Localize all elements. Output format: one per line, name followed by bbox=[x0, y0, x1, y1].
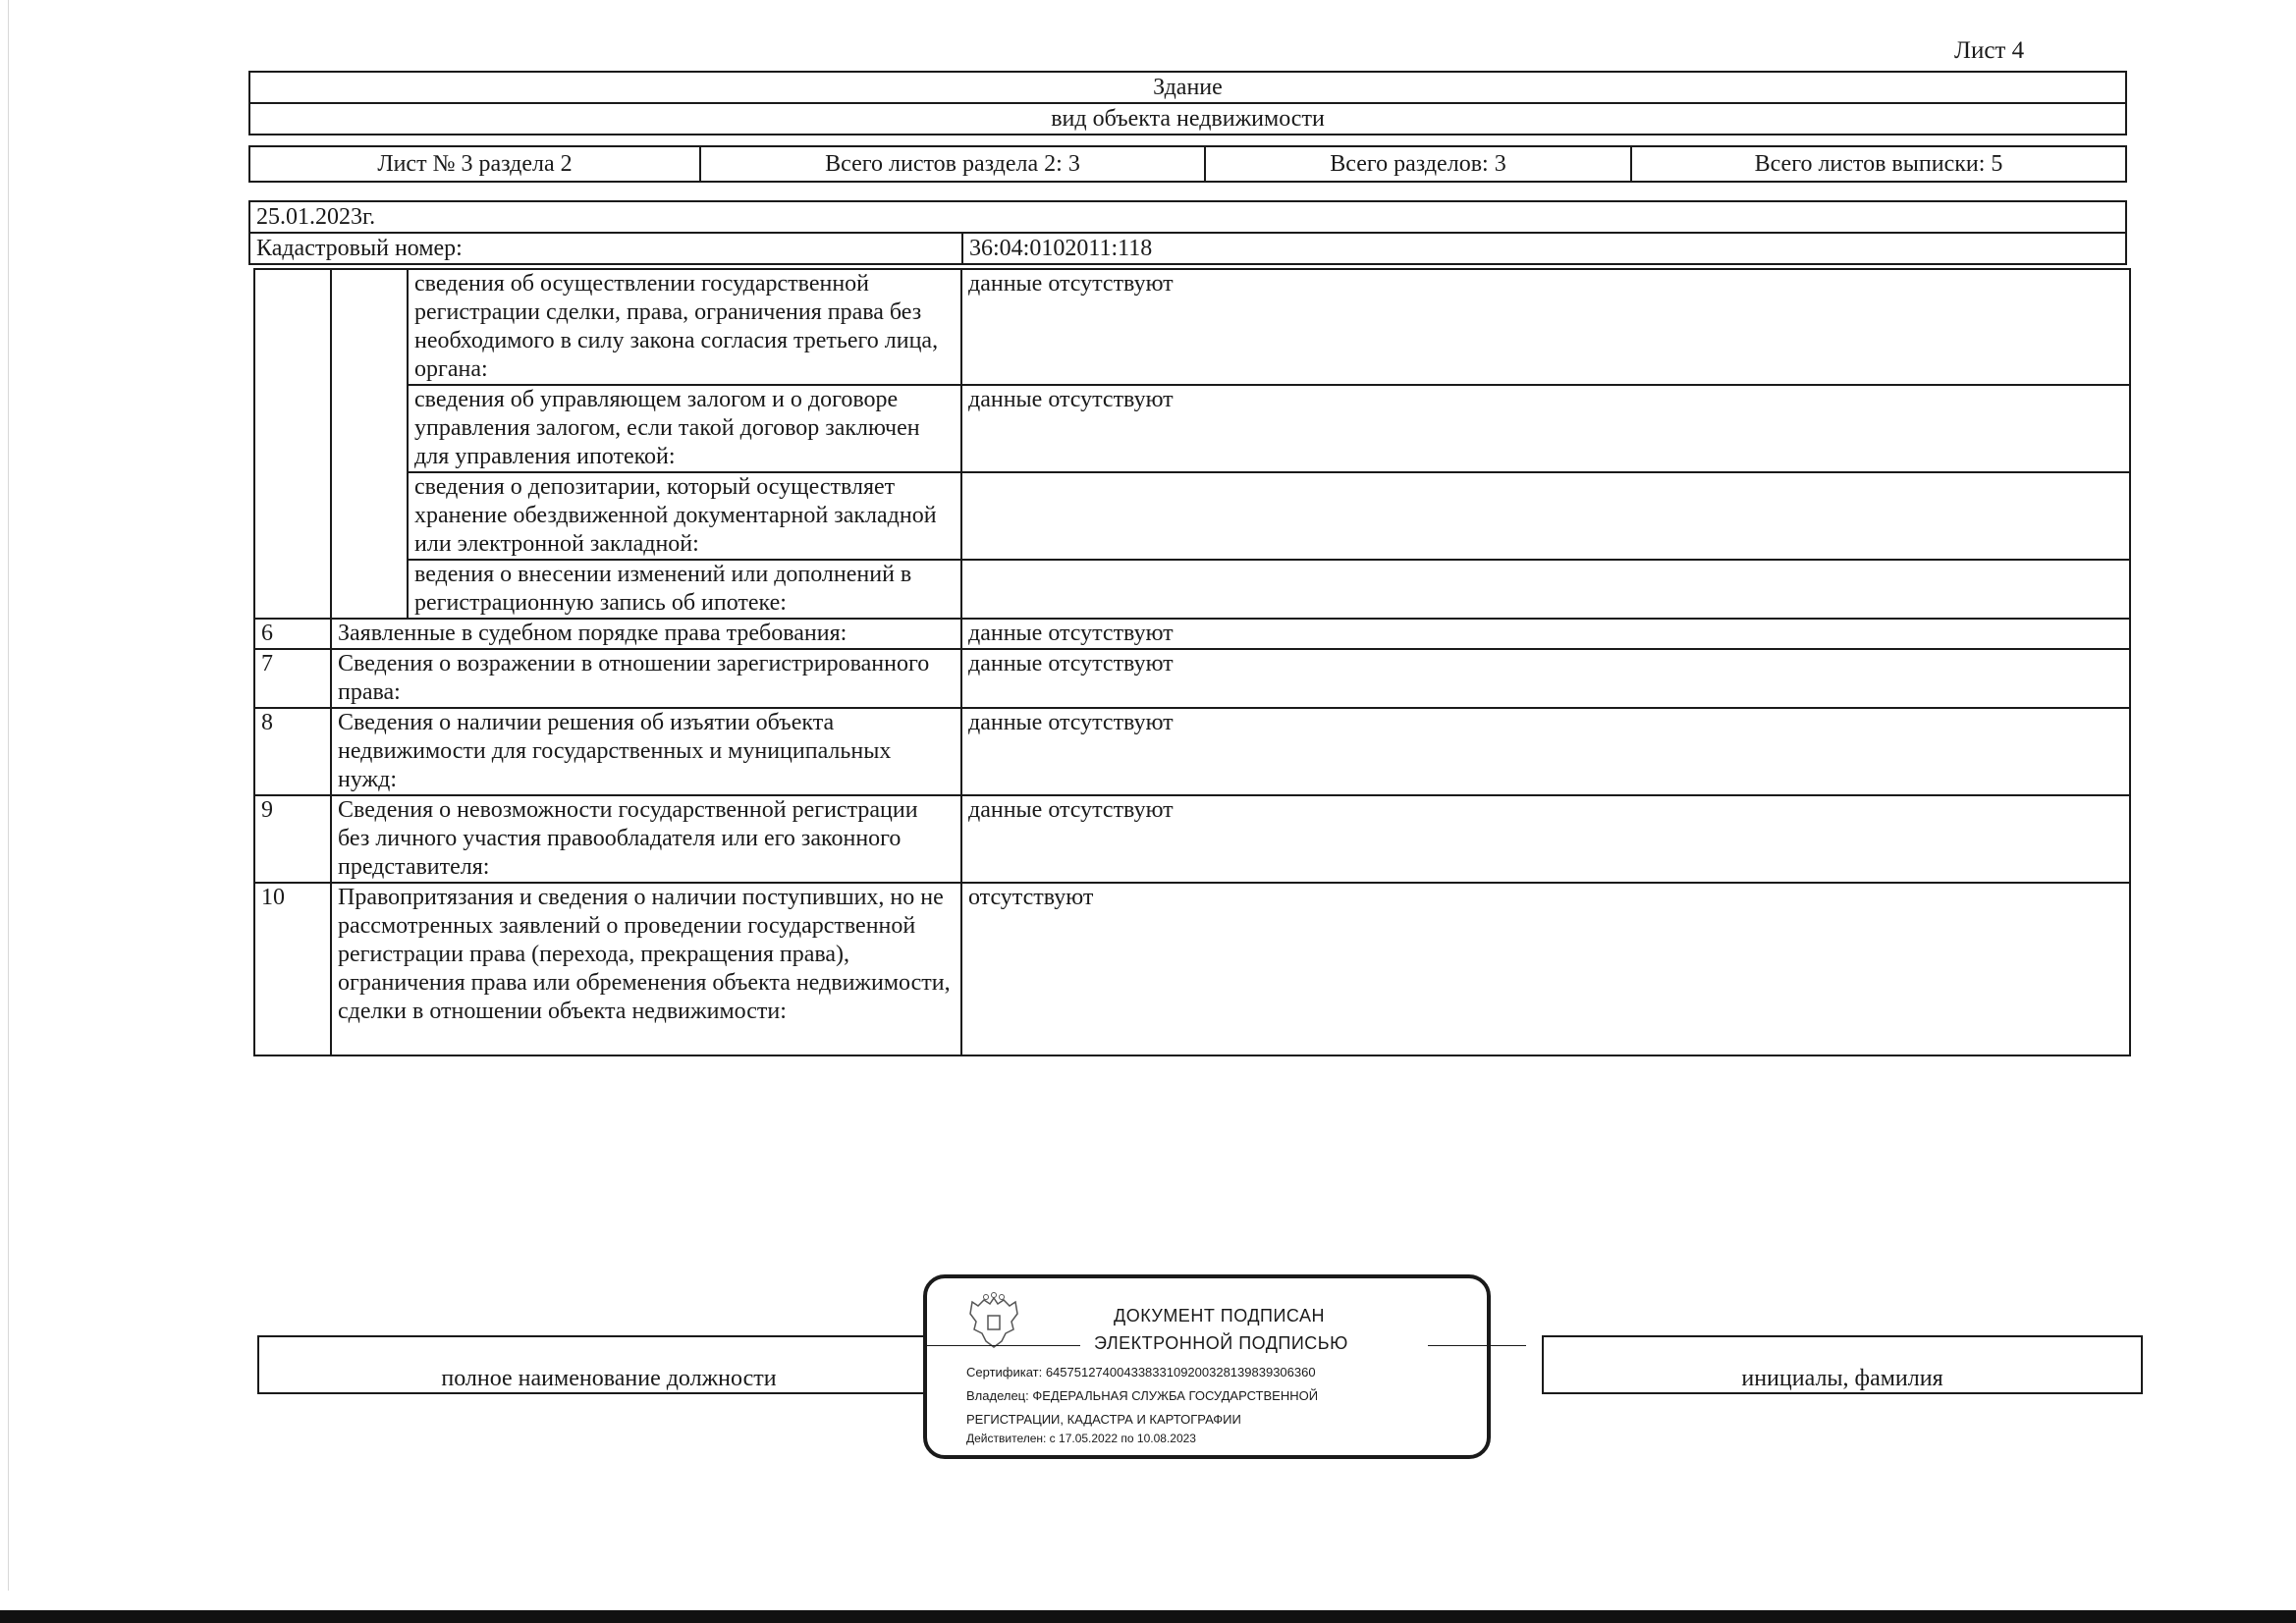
scan-edge-bottom bbox=[0, 1610, 2296, 1623]
row-value: данные отсутствуют bbox=[961, 795, 2130, 883]
row-number: 7 bbox=[254, 649, 331, 708]
e-signature-stamp bbox=[923, 1274, 1491, 1459]
row-value: данные отсутствуют bbox=[961, 649, 2130, 708]
extract-date: 25.01.2023г. bbox=[249, 201, 2126, 233]
subrow-value bbox=[961, 560, 2130, 619]
row-label: Сведения о возражении в отношении зарегистрированного права: bbox=[331, 649, 961, 708]
row-label: Заявленные в судебном порядке права требования: bbox=[331, 619, 961, 649]
sheet-counter-table bbox=[248, 145, 2127, 183]
object-type: Здание bbox=[249, 72, 2126, 103]
num-cell-empty bbox=[254, 269, 331, 619]
row-number: 6 bbox=[254, 619, 331, 649]
total-sheets-extract: Всего листов выписки: 5 bbox=[1631, 146, 2126, 182]
subrow-label: сведения об осуществлении государственной регистрации сделки, права, ограничения права без необходимого в силу закона согласия третьего лица, органа: bbox=[408, 269, 961, 385]
row-value: данные отсутствуют bbox=[961, 708, 2130, 795]
subrow-value: данные отсутствуют bbox=[961, 269, 2130, 385]
encumbrance-table-body bbox=[254, 269, 2130, 1055]
row-value: данные отсутствуют bbox=[961, 619, 2130, 649]
subrow-label: ведения о внесении изменений или дополнений в регистрационную запись об ипотеке: bbox=[408, 560, 961, 619]
row-label: Правопритязания и сведения о наличии поступивших, но не рассмотренных заявлений о проведении государственной регистрации права (перехода, прекращения права), ограничения права или обременения объекта недвижимости, сделки в отношении объекта недвижимости: bbox=[331, 883, 961, 1055]
object-type-table bbox=[248, 71, 2127, 135]
stamp-connector-line bbox=[1428, 1345, 1526, 1346]
cadastral-label: Кадастровый номер: bbox=[249, 233, 962, 264]
row-label: Сведения о наличии решения об изъятии объекта недвижимости для государственных и муниципальных нужд: bbox=[331, 708, 961, 795]
stamp-owner-line1: Владелец: ФЕДЕРАЛЬНАЯ СЛУЖБА ГОСУДАРСТВЕННОЙ bbox=[966, 1388, 1319, 1403]
encumbrance-table bbox=[253, 268, 2131, 1056]
row-number: 9 bbox=[254, 795, 331, 883]
subrow-label: сведения об управляющем залогом и о договоре управления залогом, если такой договор заключен для управления ипотекой: bbox=[408, 385, 961, 472]
total-sections: Всего разделов: 3 bbox=[1205, 146, 1631, 182]
row-label: Сведения о невозможности государственной регистрации без личного участия правообладателя или его законного представителя: bbox=[331, 795, 961, 883]
stamp-title-line1: ДОКУМЕНТ ПОДПИСАН bbox=[1114, 1306, 1326, 1325]
row-value: отсутствуют bbox=[961, 883, 2130, 1055]
subrow-label: сведения о депозитарии, который осуществляет хранение обездвиженной документарной закладной или электронной закладной: bbox=[408, 472, 961, 560]
sheet-number: Лист 4 bbox=[1954, 37, 2025, 64]
row-number: 10 bbox=[254, 883, 331, 1055]
position-caption: полное наименование должности bbox=[258, 1336, 959, 1393]
subrow-value bbox=[961, 472, 2130, 560]
cadastral-number: 36:04:0102011:118 bbox=[962, 233, 2126, 264]
stamp-title-line2: ЭЛЕКТРОННОЙ ПОДПИСЬЮ bbox=[1094, 1333, 1348, 1353]
stamp-owner-line2: РЕГИСТРАЦИИ, КАДАСТРА И КАРТОГРАФИИ bbox=[966, 1412, 1241, 1427]
sheet-of-section: Лист № 3 раздела 2 bbox=[249, 146, 700, 182]
cadastral-table bbox=[248, 200, 2127, 265]
eagle-emblem-icon bbox=[964, 1292, 1023, 1353]
stamp-connector-line bbox=[923, 1345, 1080, 1346]
stamp-certificate: Сертификат: 64575127400433833109200328139839306360 bbox=[966, 1365, 1316, 1380]
row-number: 8 bbox=[254, 708, 331, 795]
subrow-value: данные отсутствуют bbox=[961, 385, 2130, 472]
scan-edge-left bbox=[8, 0, 9, 1591]
total-sheets-section: Всего листов раздела 2: 3 bbox=[700, 146, 1205, 182]
sub-indent-cell bbox=[331, 269, 408, 619]
stamp-validity: Действителен: с 17.05.2022 по 10.08.2023 bbox=[966, 1432, 1196, 1445]
name-caption: инициалы, фамилия bbox=[1543, 1336, 2142, 1393]
object-type-caption: вид объекта недвижимости bbox=[249, 103, 2126, 135]
